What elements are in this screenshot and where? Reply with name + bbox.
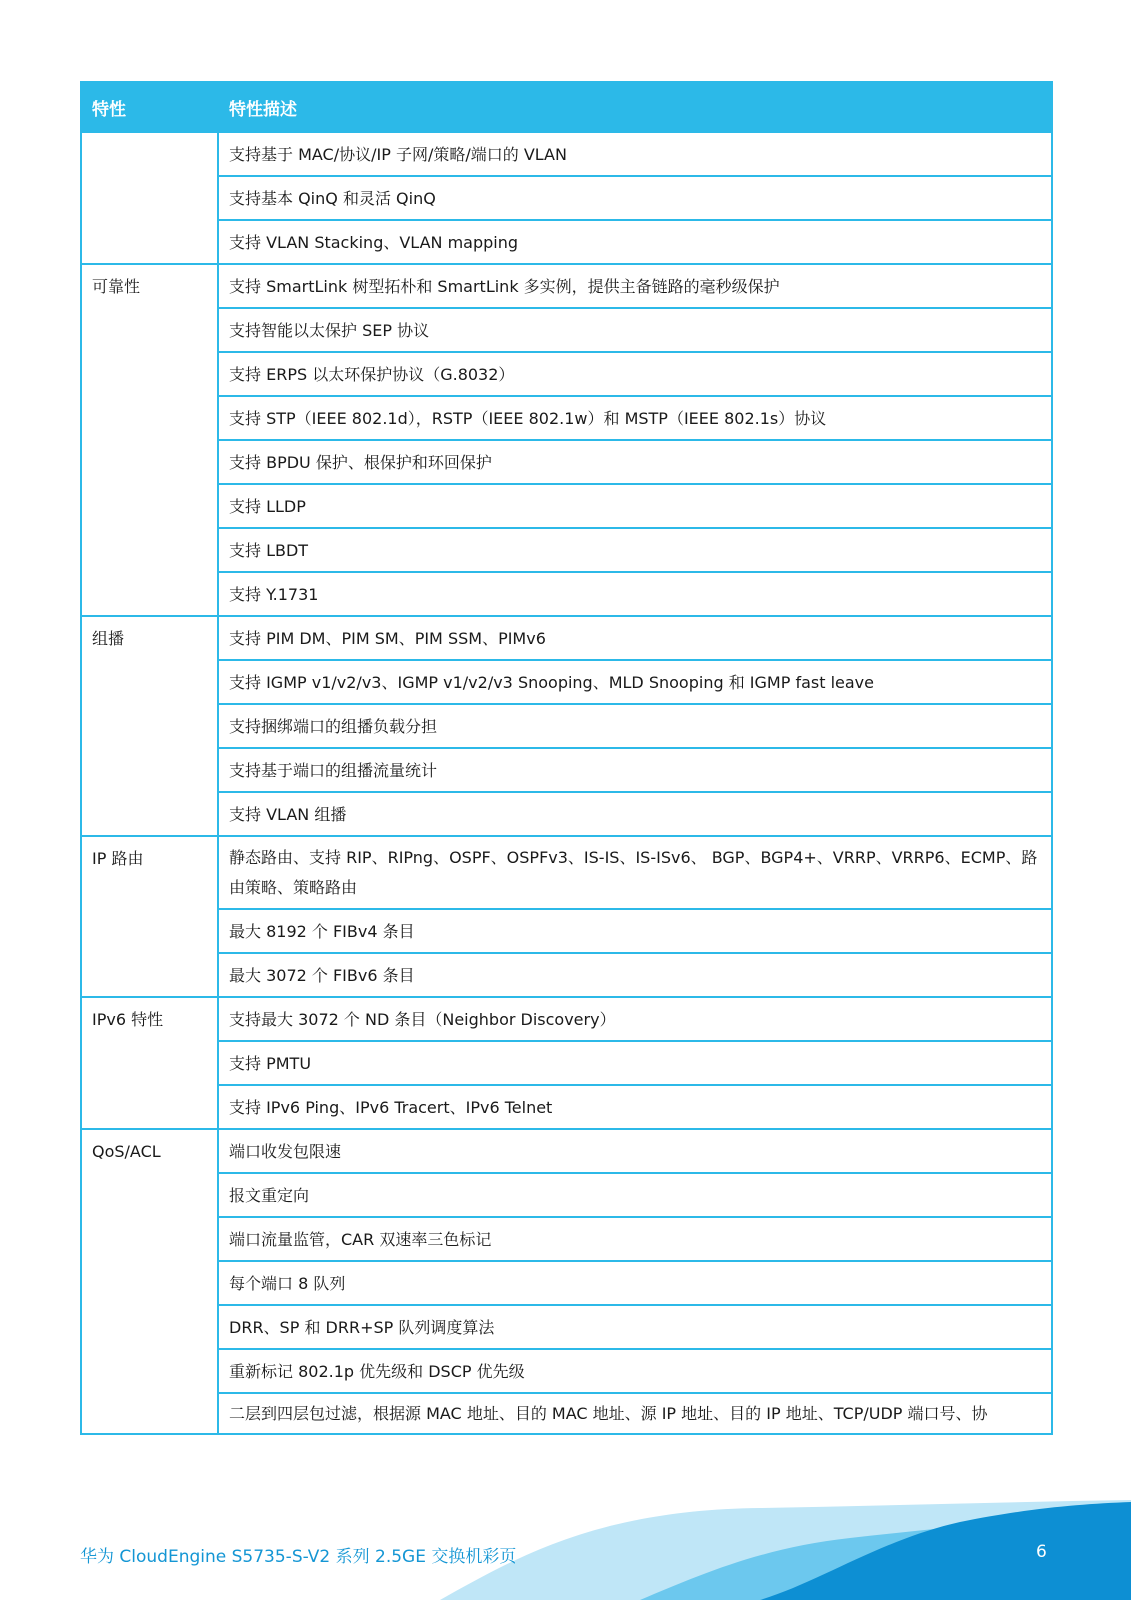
table-row	[81, 484, 1052, 528]
description-cell: 二层到四层包过滤，根据源 MAC 地址、目的 MAC 地址、源 IP 地址、目的 IP 地址、TCP/UDP 端口号、协	[218, 1393, 1052, 1434]
header-description: 特性描述	[218, 82, 1052, 132]
table-row	[81, 132, 1052, 176]
description-cell: 支持 LBDT	[218, 528, 1052, 572]
header-feature: 特性	[81, 82, 218, 132]
table-row	[81, 616, 1052, 660]
description-cell: 端口流量监管，CAR 双速率三色标记	[218, 1217, 1052, 1261]
table-row	[81, 308, 1052, 352]
description-cell: 支持 Y.1731	[218, 572, 1052, 616]
footer-title: 华为 CloudEngine S5735-S-V2 系列 2.5GE 交换机彩页	[80, 1547, 517, 1567]
description-cell: 每个端口 8 队列	[218, 1261, 1052, 1305]
page-number: 6	[1036, 1542, 1047, 1562]
feature-cell	[81, 132, 218, 264]
table-row	[81, 1085, 1052, 1129]
description-cell: DRR、SP 和 DRR+SP 队列调度算法	[218, 1305, 1052, 1349]
feature-cell: IPv6 特性	[81, 997, 218, 1129]
description-cell: 最大 8192 个 FIBv4 条目	[218, 909, 1052, 953]
description-cell: 支持 PMTU	[218, 1041, 1052, 1085]
description-cell: 支持基本 QinQ 和灵活 QinQ	[218, 176, 1052, 220]
table-row	[81, 704, 1052, 748]
table-row	[81, 264, 1052, 308]
description-cell: 支持 ERPS 以太环保护协议（G.8032）	[218, 352, 1052, 396]
spec-table	[80, 81, 1053, 1435]
feature-cell: 可靠性	[81, 264, 218, 616]
description-cell: 支持智能以太保护 SEP 协议	[218, 308, 1052, 352]
description-cell: 支持 IPv6 Ping、IPv6 Tracert、IPv6 Telnet	[218, 1085, 1052, 1129]
table-row	[81, 953, 1052, 997]
description-cell: 支持基于 MAC/协议/IP 子网/策略/端口的 VLAN	[218, 132, 1052, 176]
feature-cell: IP 路由	[81, 836, 218, 997]
table-row	[81, 352, 1052, 396]
description-cell: 支持捆绑端口的组播负载分担	[218, 704, 1052, 748]
description-cell: 重新标记 802.1p 优先级和 DSCP 优先级	[218, 1349, 1052, 1393]
feature-cell: QoS/ACL	[81, 1129, 218, 1434]
description-cell: 支持 STP（IEEE 802.1d），RSTP（IEEE 802.1w）和 MSTP（IEEE 802.1s）协议	[218, 396, 1052, 440]
description-cell: 静态路由、支持 RIP、RIPng、OSPF、OSPFv3、IS-IS、IS-ISv6、 BGP、BGP4+、VRRP、VRRP6、ECMP、路由策略、策略路由	[218, 836, 1052, 909]
table-row	[81, 1129, 1052, 1173]
table-row	[81, 1041, 1052, 1085]
description-cell: 支持 VLAN 组播	[218, 792, 1052, 836]
table-row	[81, 1173, 1052, 1217]
description-cell: 支持 VLAN Stacking、VLAN mapping	[218, 220, 1052, 264]
description-cell: 支持 PIM DM、PIM SM、PIM SSM、PIMv6	[218, 616, 1052, 660]
description-cell: 支持 BPDU 保护、根保护和环回保护	[218, 440, 1052, 484]
description-cell: 支持 SmartLink 树型拓朴和 SmartLink 多实例，提供主备链路的毫秒级保护	[218, 264, 1052, 308]
table-header-row	[81, 82, 1052, 132]
description-cell: 最大 3072 个 FIBv6 条目	[218, 953, 1052, 997]
table-row	[81, 440, 1052, 484]
description-cell: 报文重定向	[218, 1173, 1052, 1217]
table-row	[81, 220, 1052, 264]
table-row	[81, 396, 1052, 440]
table-row	[81, 997, 1052, 1041]
table-row	[81, 1349, 1052, 1393]
description-cell: 支持 IGMP v1/v2/v3、IGMP v1/v2/v3 Snooping、MLD Snooping 和 IGMP fast leave	[218, 660, 1052, 704]
table-row	[81, 572, 1052, 616]
table-row	[81, 748, 1052, 792]
table-row	[81, 660, 1052, 704]
feature-cell: 组播	[81, 616, 218, 836]
table-row	[81, 909, 1052, 953]
description-cell: 支持 LLDP	[218, 484, 1052, 528]
table-row	[81, 1393, 1052, 1434]
table-row	[81, 1261, 1052, 1305]
table-row	[81, 1217, 1052, 1261]
table-row	[81, 836, 1052, 909]
table-row	[81, 792, 1052, 836]
description-cell: 支持最大 3072 个 ND 条目（Neighbor Discovery）	[218, 997, 1052, 1041]
table-row	[81, 1305, 1052, 1349]
table-row	[81, 528, 1052, 572]
table-row	[81, 176, 1052, 220]
description-cell: 端口收发包限速	[218, 1129, 1052, 1173]
description-cell: 支持基于端口的组播流量统计	[218, 748, 1052, 792]
